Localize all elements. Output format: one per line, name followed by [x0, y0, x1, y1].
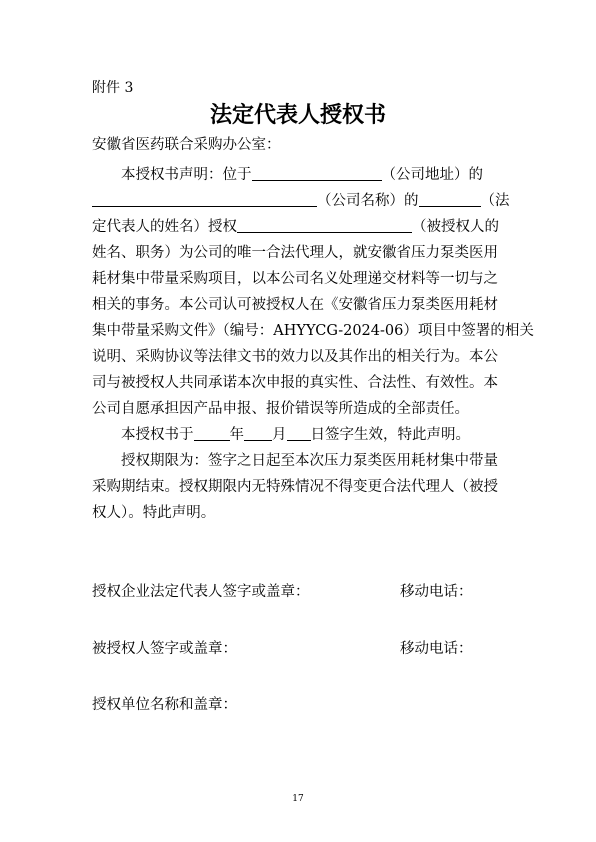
attachment-label: 附件 3 [92, 80, 134, 96]
page-number: 17 [292, 794, 304, 804]
day-blank [287, 425, 311, 441]
period-line-1: 授权期限为：签字之日起至本次压力泵类医用耗材集中带量 [121, 453, 498, 469]
declaration-line-8: 说明、采购协议等法律文书的效力以及其作出的相关行为。本公 [92, 349, 498, 365]
declaration-line-2 [92, 188, 510, 214]
declaration-text: 本授权书声明：位于 [121, 167, 252, 183]
declaration-line-3 [92, 214, 507, 240]
declaration-paragraph [92, 162, 534, 422]
declaration-text: （法 [480, 193, 510, 209]
year-blank [194, 425, 230, 441]
company-address-blank [252, 165, 382, 181]
effective-date-paragraph [92, 422, 507, 448]
legal-rep-name-blank [419, 191, 481, 207]
unit-signature-label: 授权单位名称和盖章： [92, 697, 237, 713]
body-text [92, 162, 534, 526]
declaration-line-10: 公司自愿承担因产品申报、报价错误等所造成的全部责任。 [92, 401, 469, 417]
legal-rep-phone-label: 移动电话： [400, 584, 473, 600]
declaration-text: （公司名称）的 [317, 193, 419, 209]
effective-date-line [92, 422, 507, 448]
effective-text: 年 [229, 427, 244, 443]
effective-text: 本授权书于 [121, 427, 194, 443]
declaration-text: （公司地址）的 [381, 167, 483, 183]
declaration-line-9: 司与被授权人共同承诺本次申报的真实性、合法性、有效性。本 [92, 375, 498, 391]
authorized-person-blank [237, 217, 412, 233]
declaration-line-7: 集中带量采购文件》（编号：AHYYCG-2024-06）项目中签署的相关 [92, 323, 534, 339]
period-paragraph [92, 448, 507, 526]
declaration-line-4: 姓名、职务）为公司的唯一合法代理人，就安徽省压力泵类医用 [92, 245, 498, 261]
authorized-phone-label: 移动电话： [400, 641, 473, 657]
declaration-text: 定代表人的姓名）授权 [92, 219, 237, 235]
period-line-2: 采购期结束。授权期限内无特殊情况不得变更合法代理人（被授 [92, 479, 498, 495]
authorized-signature-label: 被授权人签字或盖章： [92, 641, 237, 657]
addressee: 安徽省医药联合采购办公室： [92, 137, 281, 153]
legal-rep-signature-label: 授权企业法定代表人签字或盖章： [92, 584, 310, 600]
month-blank [244, 425, 272, 441]
effective-text: 日签字生效，特此声明。 [310, 427, 470, 443]
declaration-line-5: 耗材集中带量采购项目，以本公司名义处理递交材料等一切与之 [92, 271, 498, 287]
declaration-text: （被授权人的 [412, 219, 499, 235]
declaration-line-1 [92, 162, 507, 188]
declaration-line-6: 相关的事务。本公司认可被授权人在《安徽省压力泵类医用耗材 [92, 297, 498, 313]
document-title: 法定代表人授权书 [209, 102, 386, 128]
period-line-3: 权人）。特此声明。 [92, 505, 216, 521]
company-name-blank [92, 191, 317, 207]
effective-text: 月 [272, 427, 287, 443]
